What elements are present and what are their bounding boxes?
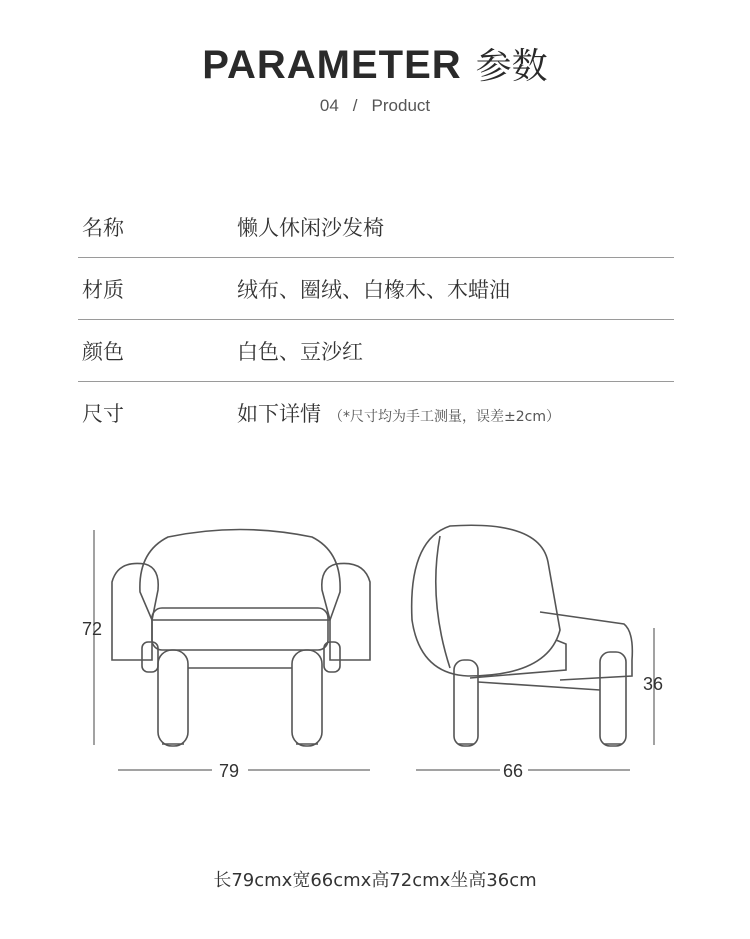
param-value: 白色、豆沙红 [237, 340, 363, 364]
param-note: （*尺寸均为手工测量，误差±2cm） [329, 409, 560, 425]
param-label: 名称 [82, 216, 124, 240]
param-label: 尺寸 [82, 402, 124, 426]
param-label: 颜色 [82, 340, 124, 364]
param-value: 绒布、圈绒、白橡木、木蜡油 [237, 278, 510, 302]
param-row-color [78, 320, 674, 382]
dimension-label-depth: 66 [503, 761, 524, 781]
param-row-material [78, 258, 674, 320]
section-name: Product [371, 96, 431, 115]
param-value: 懒人休闲沙发椅 [237, 216, 384, 240]
page-header [0, 38, 750, 89]
dimensions-summary: 长79cmx宽66cmx高72cmx坐高36cm [213, 870, 537, 891]
param-label: 材质 [82, 278, 124, 302]
param-value [237, 398, 560, 428]
dimension-label-seat-height: 36 [643, 674, 664, 694]
dimension-label-height: 72 [82, 619, 103, 639]
chair-dimension-drawing [0, 500, 750, 790]
chair-front-view [112, 530, 370, 747]
section-separator: / [352, 96, 358, 115]
section-subtitle [0, 96, 750, 116]
page-title-cn: 参数 [475, 46, 548, 87]
dimension-label-width: 79 [219, 761, 240, 781]
param-row-size [78, 382, 674, 443]
param-row-name [78, 196, 674, 258]
section-number: 04 [319, 96, 339, 115]
chair-side-view [412, 525, 633, 746]
page-title: PARAMETER [202, 43, 462, 87]
param-value-text: 如下详情 [237, 402, 321, 426]
parameter-table [78, 196, 674, 443]
